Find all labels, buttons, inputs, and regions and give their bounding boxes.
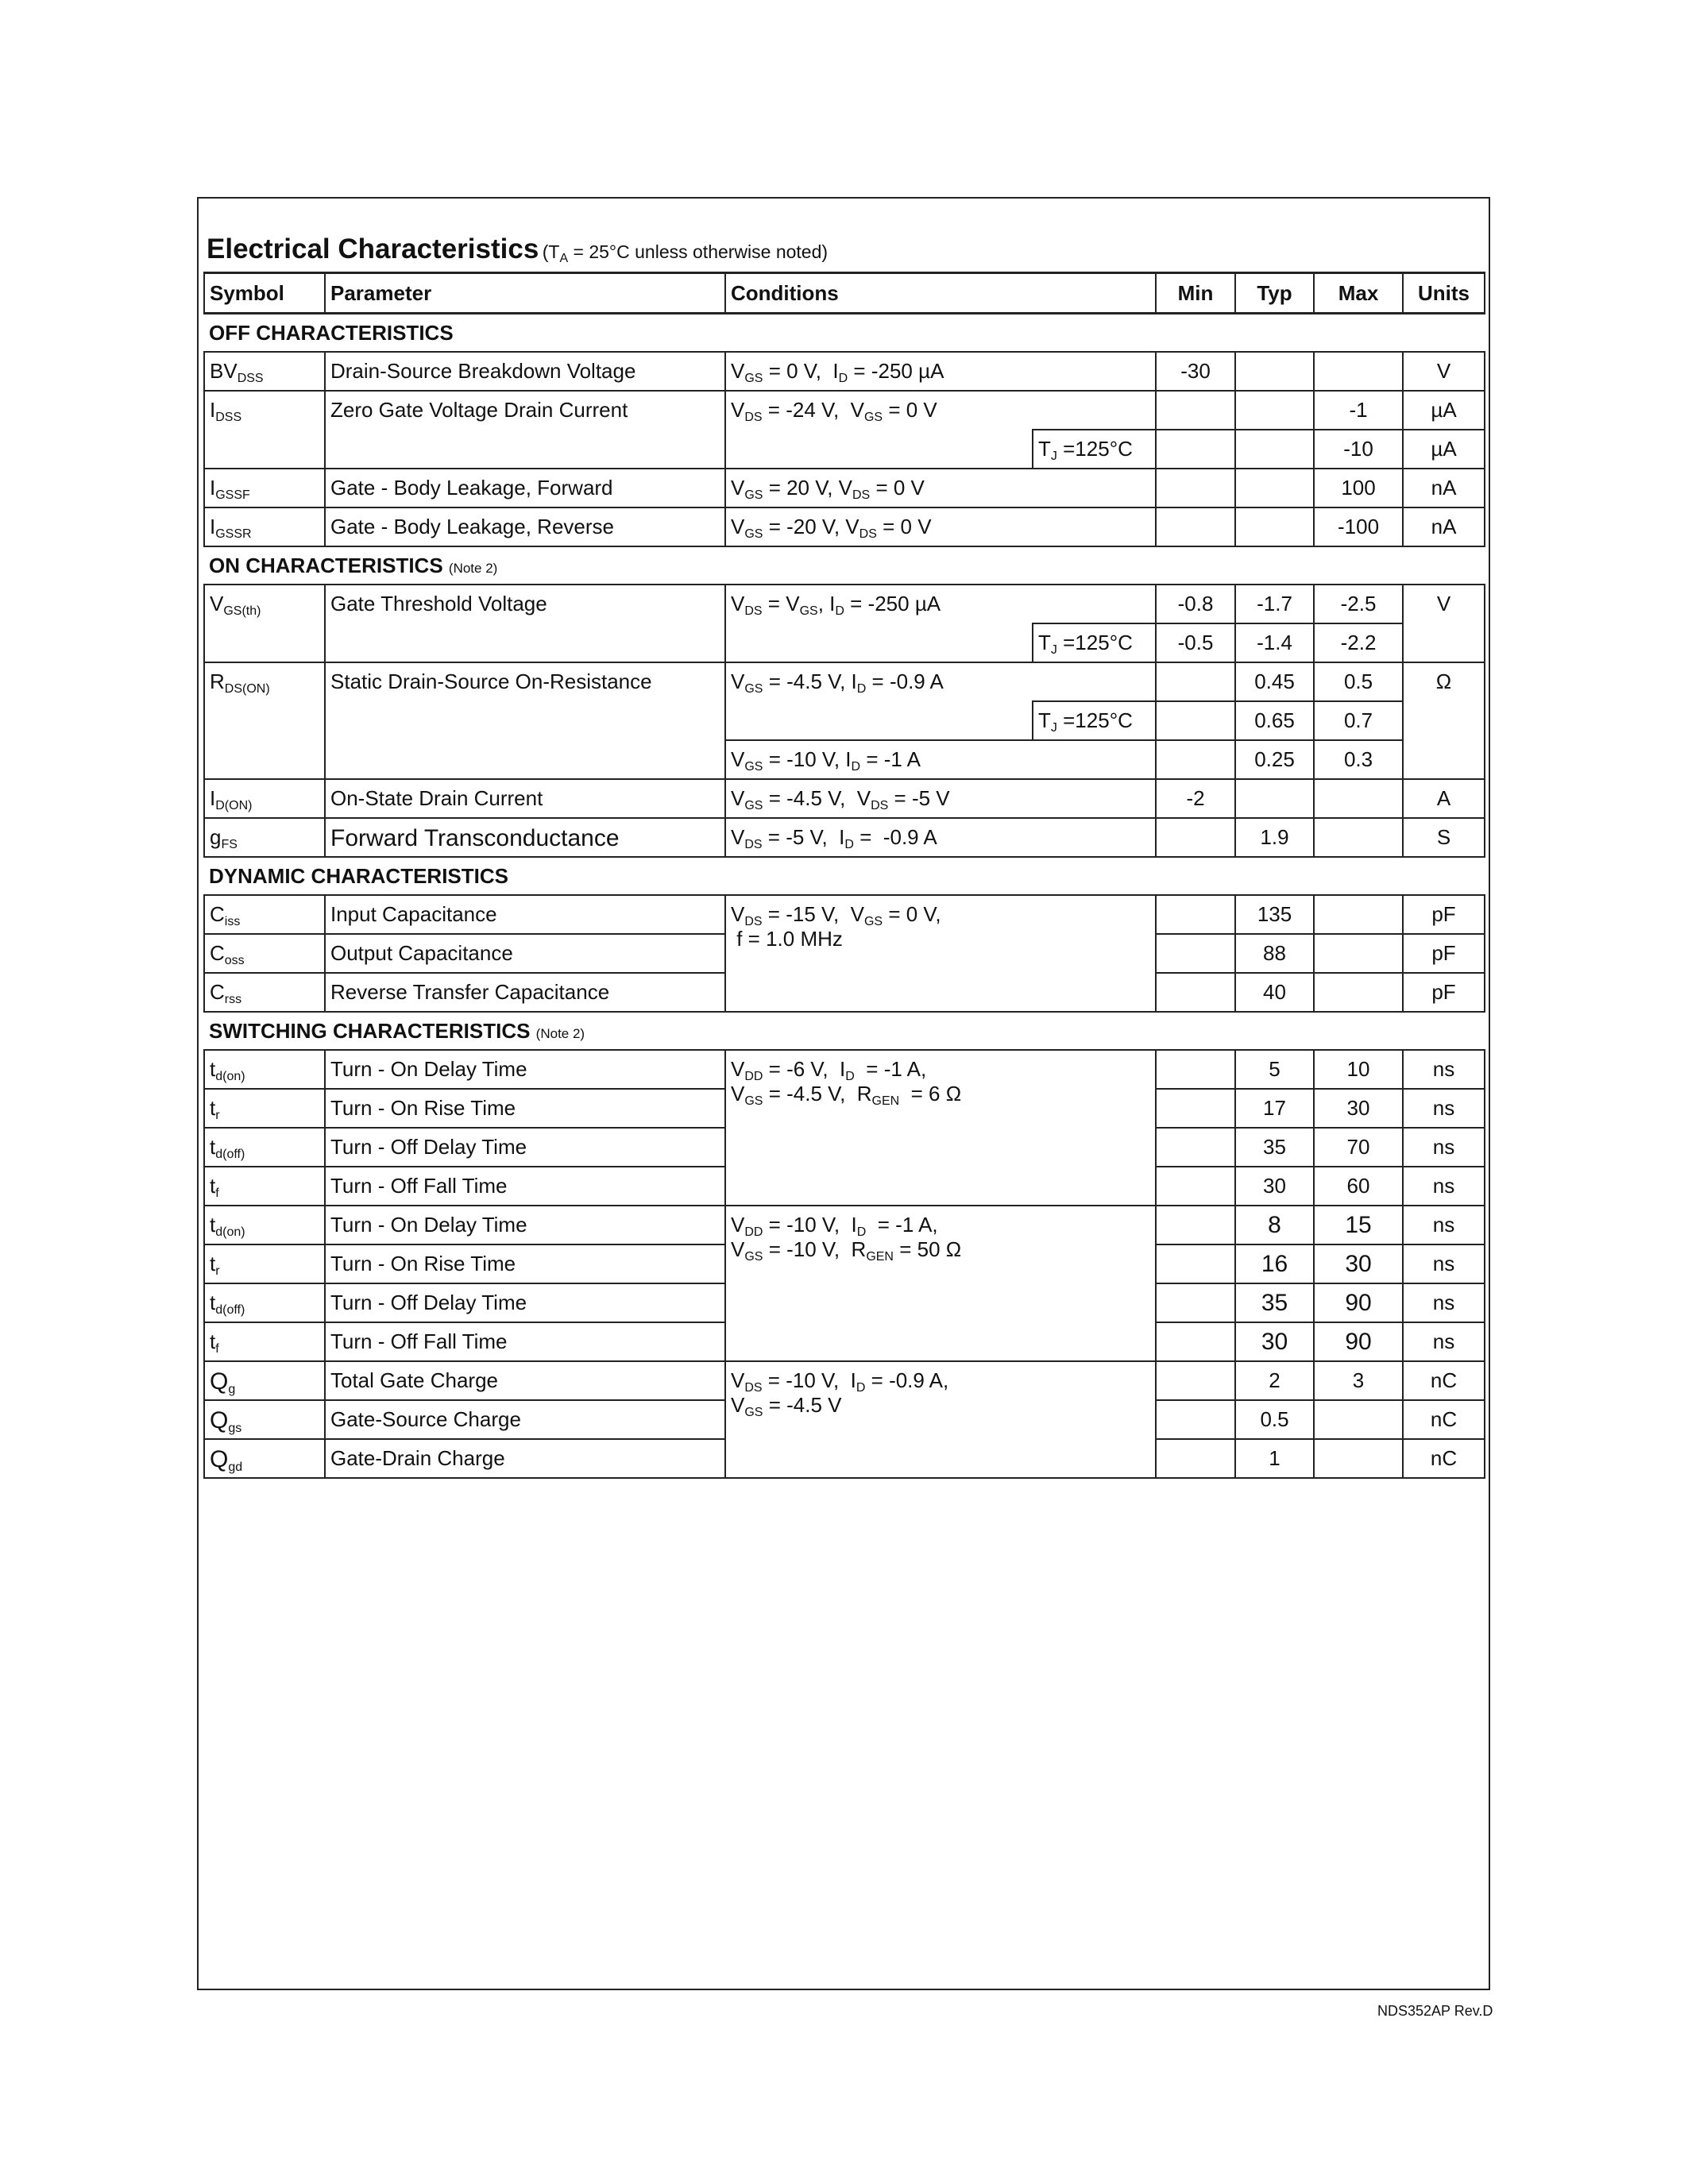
table-row: $V_{GS} = -10$ V, $I_D = -1$ A 0.25 0.3 xyxy=(204,740,1485,779)
table-row: $T_J =125^\circ C$ 0.65 0.7 xyxy=(204,701,1485,740)
revision-label: NDS352AP Rev.D xyxy=(1377,2003,1493,2019)
table-row: $C_{iss}$ Input Capacitance $V_{DS} = -15$ V, $V_{GS} = 0$ V, f = 1.0 MHz 135 pF xyxy=(204,895,1485,934)
table-header-row xyxy=(204,273,1485,314)
table-row: $t_{d(on)}$ Turn - On Delay Time $V_{DD} = -6$ V, $I_D = -1$ A, $V_{GS} = -4.5$ V, $R_{GEN} = 6$ Ω 5 10 ns xyxy=(204,1050,1485,1089)
col-max: Max xyxy=(1314,273,1403,314)
section-off: OFF CHARACTERISTICS xyxy=(204,314,1485,353)
col-typ: Typ xyxy=(1235,273,1314,314)
electrical-characteristics-table xyxy=(203,272,1485,1479)
table-row: $Q_{gd}$ Gate-Drain Charge 1 nC xyxy=(204,1439,1485,1478)
table-row: $Q_{gs}$ Gate-Source Charge 0.5 nC xyxy=(204,1400,1485,1439)
table-row: $T_J =125^\circ C$ -0.5 -1.4 -2.2 xyxy=(204,623,1485,662)
col-parameter: Parameter xyxy=(325,273,725,314)
table-row: $t_r$ Turn - On Rise Time 17 30 ns xyxy=(204,1089,1485,1128)
table-row: $t_r$ Turn - On Rise Time 16 30 ns xyxy=(204,1244,1485,1283)
heading-condition: ($T_A = 25^\circ C$ unless otherwise noted) xyxy=(542,241,829,265)
table-row: $BV_{DSS}$ Drain-Source Breakdown Voltage $V_{GS} = 0$ V, $I_D = -250$ µA -30 V xyxy=(204,352,1485,391)
section-dynamic: DYNAMIC CHARACTERISTICS xyxy=(204,857,1485,895)
col-min: Min xyxy=(1156,273,1235,314)
table-row: $t_f$ Turn - Off Fall Time 30 90 ns xyxy=(204,1322,1485,1361)
section-heading xyxy=(207,233,828,265)
table-row: $I_{DSS}$ Zero Gate Voltage Drain Current $V_{DS} = -24$ V, $V_{GS} = 0$ V -1 µA xyxy=(204,391,1485,430)
table-row: $Q_g$ Total Gate Charge $V_{DS} = -10$ V, $I_D = -0.9$ A, $V_{GS} = -4.5$ V 2 3 nC xyxy=(204,1361,1485,1400)
table-row: $t_f$ Turn - Off Fall Time 30 60 ns xyxy=(204,1167,1485,1206)
table-row: $t_{d(off)}$ Turn - Off Delay Time 35 90 ns xyxy=(204,1283,1485,1322)
table-row: $t_{d(off)}$ Turn - Off Delay Time 35 70 ns xyxy=(204,1128,1485,1167)
table-row: $I_{GSSF}$ Gate - Body Leakage, Forward $V_{GS} = 20$ V, $V_{DS} = 0$ V 100 nA xyxy=(204,469,1485,507)
section-on: ON CHARACTERISTICS (Note 2) xyxy=(204,546,1485,585)
col-conditions: Conditions xyxy=(725,273,1156,314)
table-row: $R_{DS(ON)}$ Static Drain-Source On-Resistance $V_{GS} = -4.5$ V, $I_D = -0.9$ A 0.45 0.5 Ω xyxy=(204,662,1485,701)
heading-title: Electrical Characteristics xyxy=(207,233,539,264)
table-row: $I_{D(ON)}$ On-State Drain Current $V_{GS} = -4.5$ V, $V_{DS} = -5$ V -2 A xyxy=(204,779,1485,818)
col-symbol: Symbol xyxy=(204,273,325,314)
col-units: Units xyxy=(1403,273,1485,314)
table-row: $I_{GSSR}$ Gate - Body Leakage, Reverse $V_{GS} = -20$ V, $V_{DS} = 0$ V -100 nA xyxy=(204,507,1485,546)
table-row: $V_{GS(th)}$ Gate Threshold Voltage $V_{DS} = V_{GS}$, $I_D = -250$ µA -0.8 -1.7 -2.5 V xyxy=(204,585,1485,623)
table-row: $C_{rss}$ Reverse Transfer Capacitance 40 pF xyxy=(204,973,1485,1012)
table-row: $t_{d(on)}$ Turn - On Delay Time $V_{DD} = -10$ V, $I_D = -1$ A, $V_{GS} = -10$ V, $R_{GEN} = 50$ Ω 8 15 ns xyxy=(204,1206,1485,1244)
section-switching: SWITCHING CHARACTERISTICS (Note 2) xyxy=(204,1012,1485,1050)
table-row: $T_J =125^\circ C$ -10 µA xyxy=(204,430,1485,469)
table-row: $C_{oss}$ Output Capacitance 88 pF xyxy=(204,934,1485,973)
table-row: $g_{FS}$ Forward Transconductance $V_{DS} = -5$ V, $I_D = -0.9$ A 1.9 S xyxy=(204,818,1485,857)
datasheet-frame xyxy=(197,197,1490,1990)
